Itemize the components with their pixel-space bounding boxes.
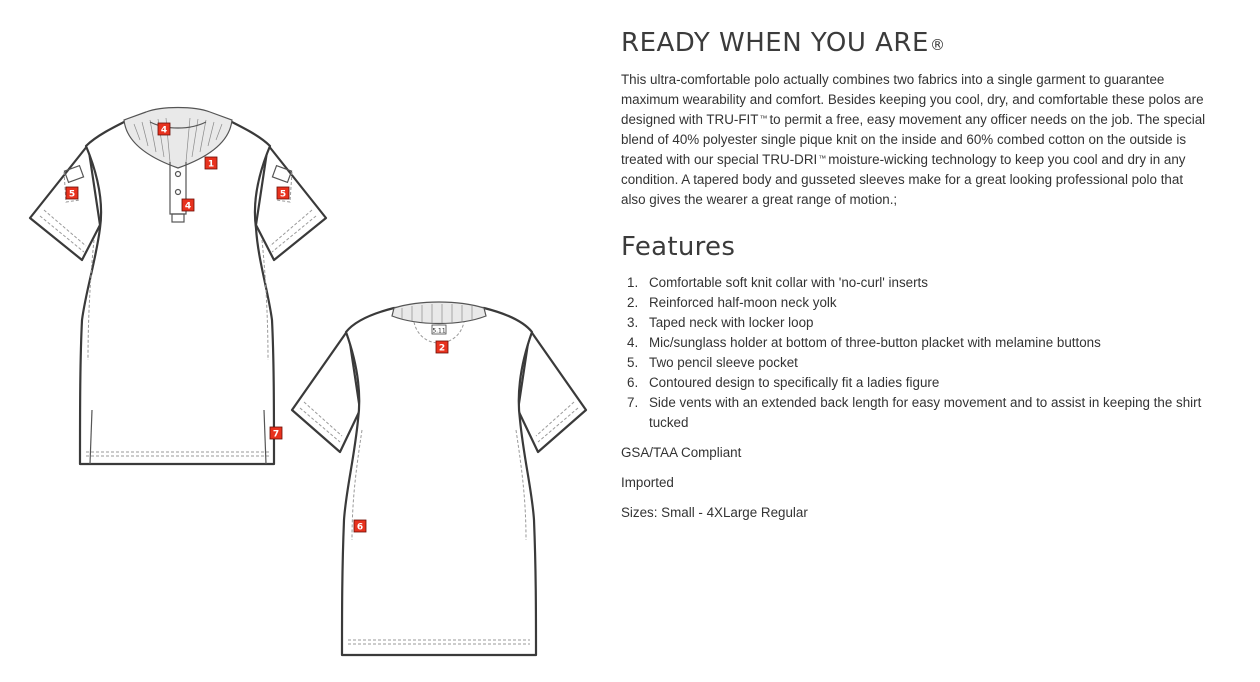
svg-text:5.11: 5.11 <box>432 327 446 335</box>
marker-4 <box>182 199 194 212</box>
origin-text: Imported <box>621 475 674 490</box>
svg-text:1: 1 <box>207 159 215 170</box>
svg-text:4: 4 <box>160 125 168 136</box>
svg-text:5: 5 <box>68 189 76 200</box>
list-item: 6. Contoured design to specifically fit a ladies figure <box>627 375 940 390</box>
list-item: 5. Two pencil sleeve pocket <box>627 355 798 370</box>
front-right-sleeve <box>256 145 326 260</box>
registered-mark: ® <box>929 36 946 54</box>
marker-6 <box>354 520 366 533</box>
intro-paragraph: This ultra-comfortable polo actually combines two fabrics into a single garment to guarantee maximum wearability and comfort. Besides keeping you cool, dry, and comfortable these polos are designed with TRU-FIT™ to permit a free, easy movement any officer needs on the job. The special blend of 40% polyester single pique knit on the inside and 60% combed cotton on the outside is treated with our special TRU-DRI™ moisture-wicking technology to keep you cool and dry in any condition. A tapered body and gusseted sleeves make for a great looking professional polo that also gives the wearer a great range of motion.; <box>621 72 1206 207</box>
compliance-text: GSA/TAA Compliant <box>621 445 742 460</box>
list-item: 7. Side vents with an extended back length for easy movement and to assist in keeping the shirt tucked <box>627 395 1202 430</box>
list-item: 1. Comfortable soft knit collar with 'no-curl' inserts <box>627 275 928 290</box>
back-left-sleeve <box>292 330 360 452</box>
list-item: 4. Mic/sunglass holder at bottom of three-button placket with melamine buttons <box>627 335 1101 350</box>
back-right-sleeve <box>518 330 586 452</box>
list-item: 3. Taped neck with locker loop <box>627 315 814 330</box>
front-body <box>80 118 274 464</box>
features-heading: Features <box>621 232 736 262</box>
back-view <box>292 302 586 655</box>
page-title: READY WHEN YOU ARE® <box>621 28 946 58</box>
front-view <box>30 108 326 465</box>
svg-text:6: 6 <box>356 522 364 533</box>
marker-5-right <box>277 187 289 200</box>
svg-text:2: 2 <box>438 343 446 354</box>
features-list <box>621 273 1211 433</box>
marker-5-left <box>66 187 78 200</box>
marker-2 <box>436 341 448 354</box>
polo-diagram <box>0 0 610 682</box>
back-neck-logo <box>432 325 446 335</box>
svg-text:4: 4 <box>184 201 192 212</box>
back-body <box>342 308 536 655</box>
marker-3 <box>158 123 170 136</box>
garment-illustrations <box>0 0 610 682</box>
list-item: 2. Reinforced half-moon neck yolk <box>627 295 837 310</box>
marker-7 <box>270 427 282 440</box>
marker-1 <box>205 157 217 170</box>
svg-text:7: 7 <box>272 429 280 440</box>
product-description <box>621 24 1211 523</box>
front-left-sleeve <box>30 145 100 260</box>
sizes-text: Sizes: Small - 4XLarge Regular <box>621 505 808 520</box>
svg-text:5: 5 <box>279 189 287 200</box>
